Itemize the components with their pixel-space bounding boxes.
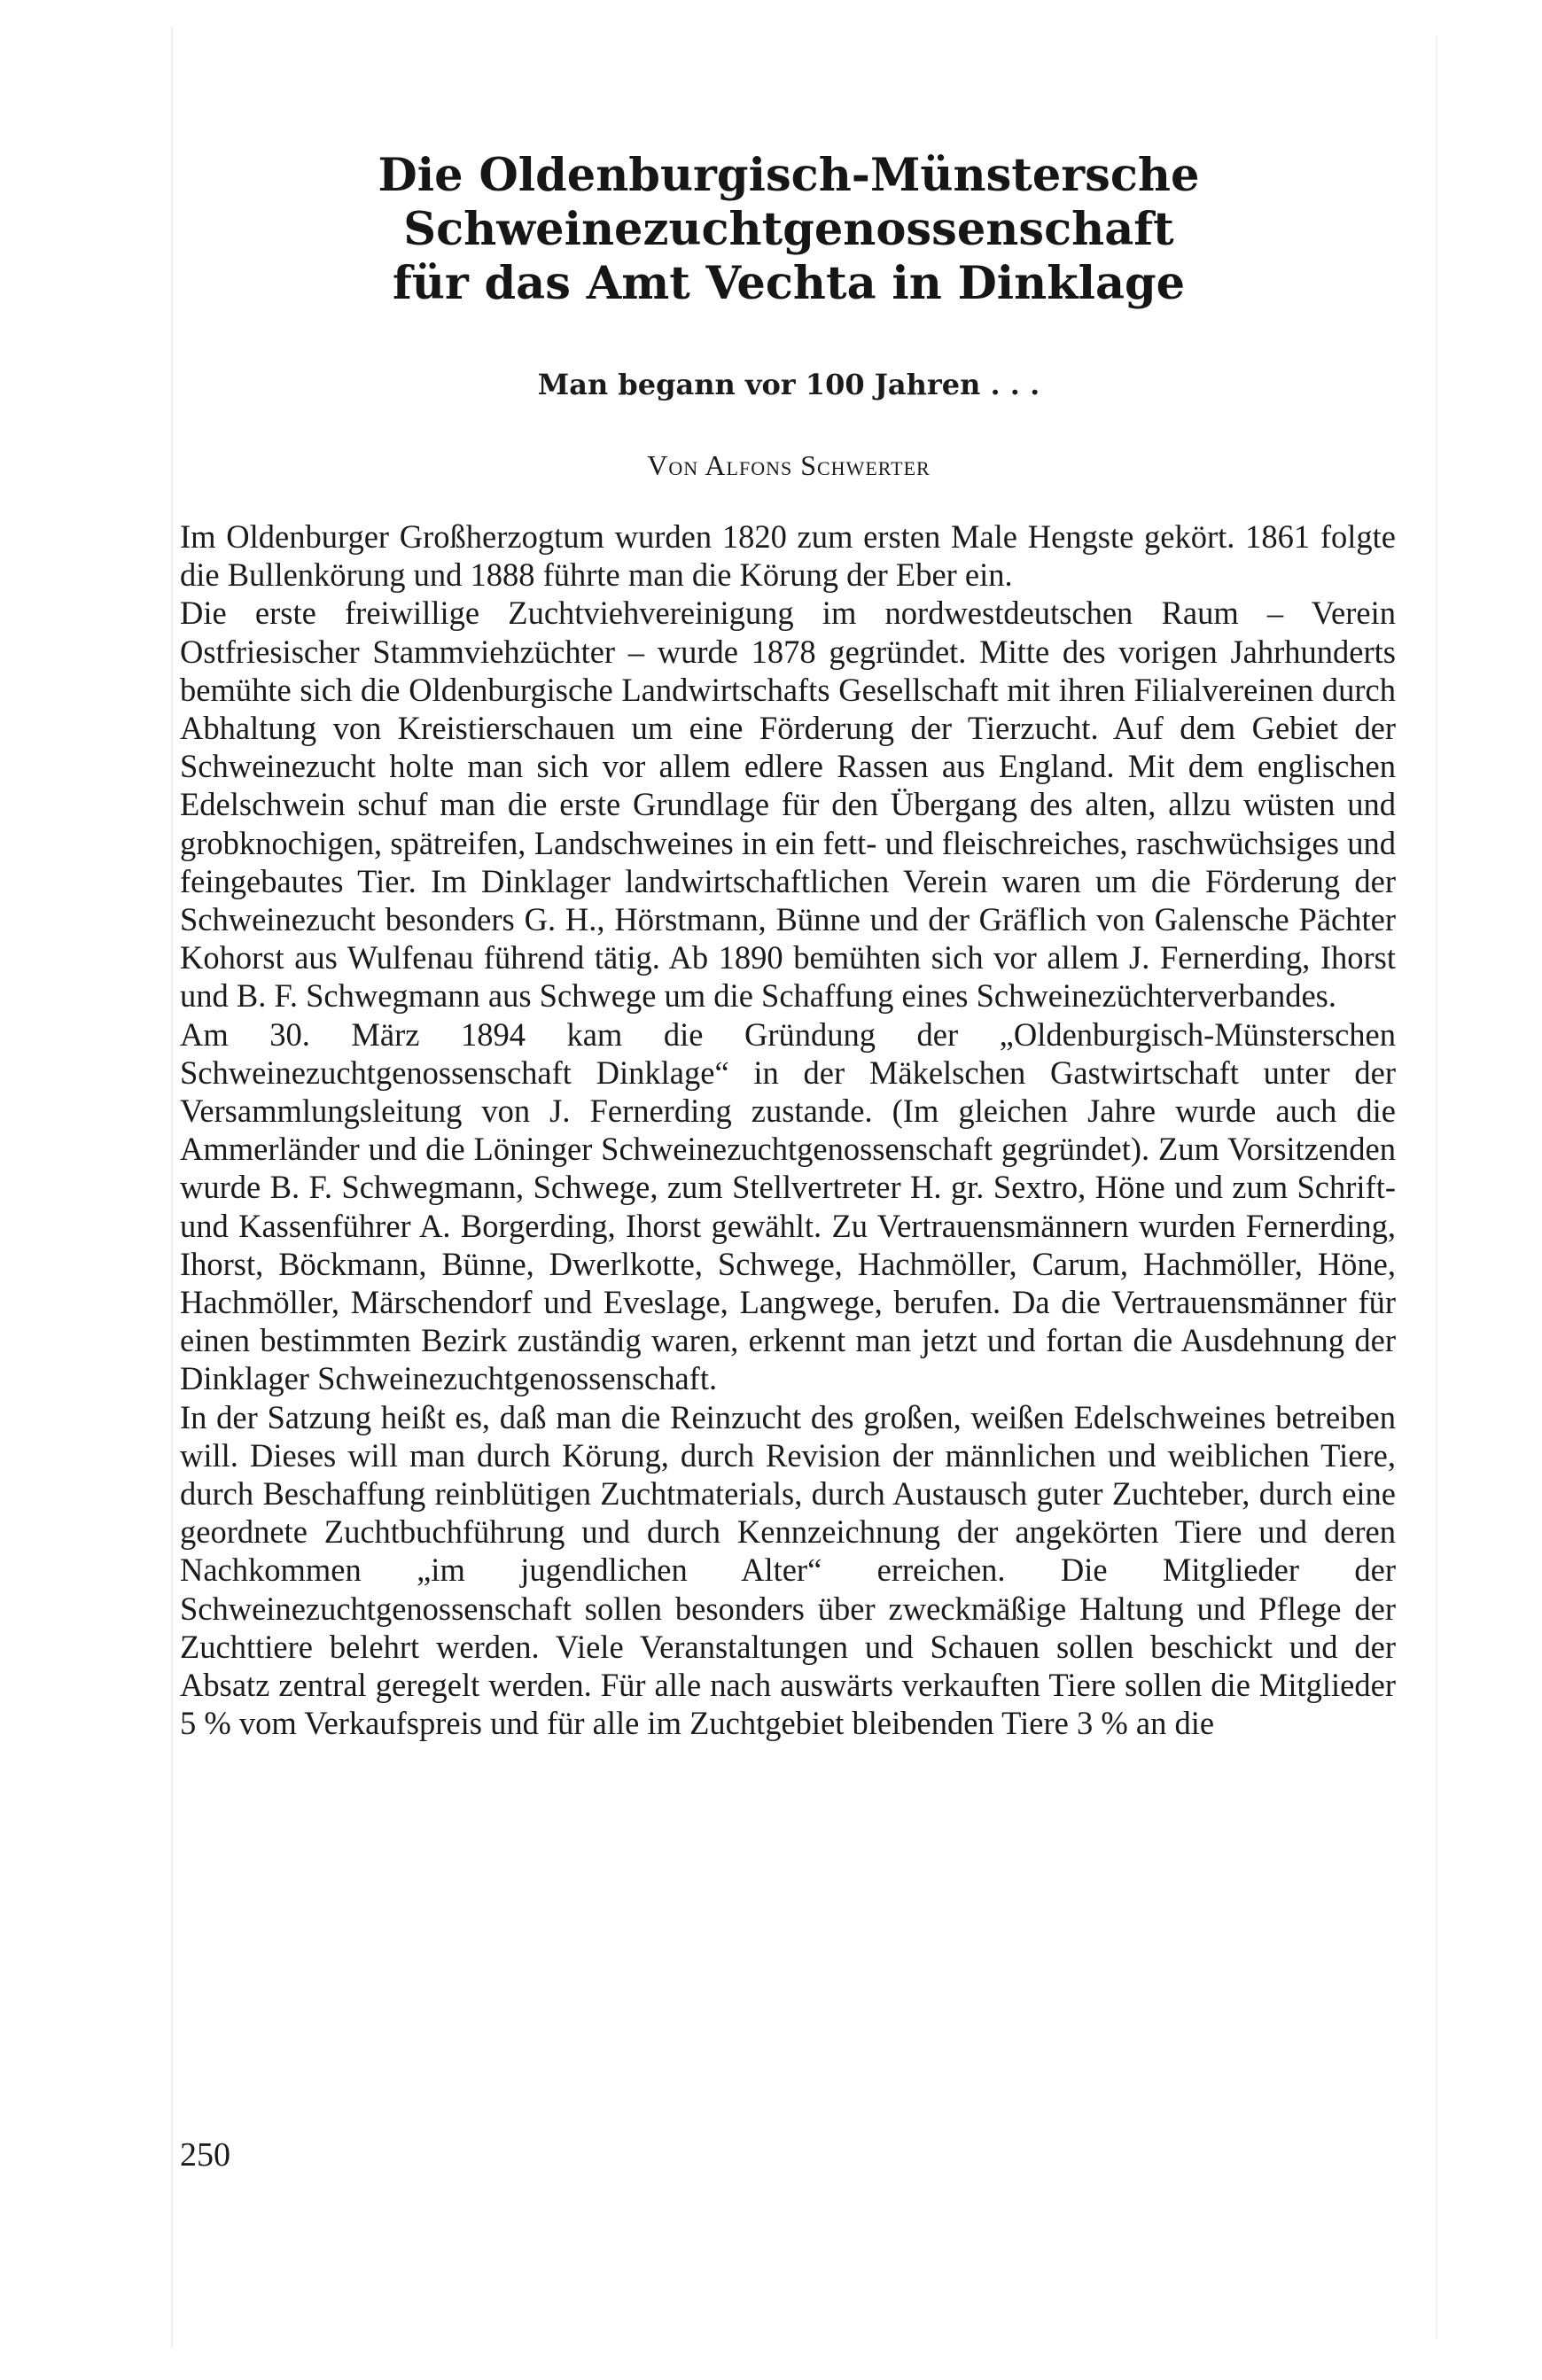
page-gutter-line bbox=[171, 27, 173, 2348]
title-line: Schweinezuchtgenossenschaft bbox=[403, 203, 1174, 256]
page-number: 250 bbox=[180, 2136, 230, 2174]
page-edge-line bbox=[1436, 35, 1437, 2339]
article-subtitle: Man begann vor 100 Jahren . . . bbox=[537, 368, 1040, 401]
article-body bbox=[180, 517, 1396, 1743]
body-paragraph: Im Oldenburger Großherzogtum wurden 1820 zum ersten Male Hengste gekört. 1861 folgte die Bullenkörung und 1888 führte man die Körung der Eber ein. bbox=[180, 518, 1396, 594]
body-paragraph: Am 30. März 1894 kam die Gründung der „Oldenburgisch-Münsterschen Schweinezuchtgenossenschaft Dinklage“ in der Mäkelschen Gastwirtschaft unter der Versammlungsleitung von J. Fernerding zustande. (Im gleichen Jahre wurde auch die Ammerländer und die Löninger Schweinezuchtgenossenschaft gegründet). Zum Vorsitzenden wurde B. F. Schwegmann, Schwege, zum Stellvertreter H. gr. Sextro, Höne und zum Schrift- und Kassenführer A. Borgerding, Ihorst gewählt. Zu Vertrauensmännern wurden Fernerding, Ihorst, Böckmann, Bünne, Dwerlkotte, Schwege, Hachmöller, Carum, Hachmöller, Höne, Hachmöller, Märschendorf und Eveslage, Langwege, berufen. Da die Vertrauensmänner für einen bestimmten Bezirk zuständig waren, erkennt man jetzt und fortan die Ausdehnung der Dinklager Schweinezuchtgenossenschaft. bbox=[180, 1015, 1396, 1397]
article-title bbox=[177, 149, 1400, 311]
title-line: für das Amt Vechta in Dinklage bbox=[392, 257, 1186, 310]
body-paragraph: Die erste freiwillige Zuchtviehvereinigung im nordwestdeutschen Raum – Verein Ostfriesischer Stammviehzüchter – wurde 1878 gegründet. Mitte des vorigen Jahrhunderts bemühte sich die Oldenburgische Landwirtschafts Gesellschaft mit ihren Filialvereinen durch Abhaltung von Kreistierschauen um eine Förderung der Tierzucht. Auf dem Gebiet der Schweinezucht holte man sich vor allem edlere Rassen aus England. Mit dem englischen Edelschwein schuf man die erste Grundlage für den Übergang des alten, allzu wüsten und grobknochigen, spätreifen, Landschweines in ein fett- und fleischreiches, raschwüchsiges und feingebautes Tier. Im Dinklager landwirtschaftlichen Verein waren um die Förderung der Schweinezucht besonders G. H., Hörstmann, Bünne und der Gräflich von Galensche Pächter Kohorst aus Wulfenau führend tätig. Ab 1890 bemühten sich vor allem J. Fernerding, Ihorst und B. F. Schwegmann aus Schwege um die Schaffung eines Schweinezüchterverbandes. bbox=[180, 595, 1396, 1015]
title-line: Die Oldenburgisch-Münstersche bbox=[378, 149, 1200, 202]
body-paragraph: In der Satzung heißt es, daß man die Reinzucht des großen, weißen Edelschweines betreiben will. Dieses will man durch Körung, durch Revision der männlichen und weiblichen Tiere, durch Beschaffung reinblütigen Zuchtmaterials, durch Austausch guter Zuchteber, durch eine geordnete Zuchtbuchführung und durch Kennzeichnung der angekörten Tiere und deren Nachkommen „im jugendlichen Alter“ erreichen. Die Mitglieder der Schweinezuchtgenossenschaft sollen besonders über zweckmäßige Haltung und Pflege der Zuchttiere belehrt werden. Viele Veranstaltungen und Schauen sollen beschickt und der Absatz zentral geregelt werden. Für alle nach auswärts verkauften Tiere sollen die Mitglieder 5 % vom Verkaufspreis und für alle im Zuchtgebiet bleibenden Tiere 3 % an die bbox=[180, 1398, 1396, 1742]
article-author: Von Alfons Schwerter bbox=[647, 449, 931, 481]
